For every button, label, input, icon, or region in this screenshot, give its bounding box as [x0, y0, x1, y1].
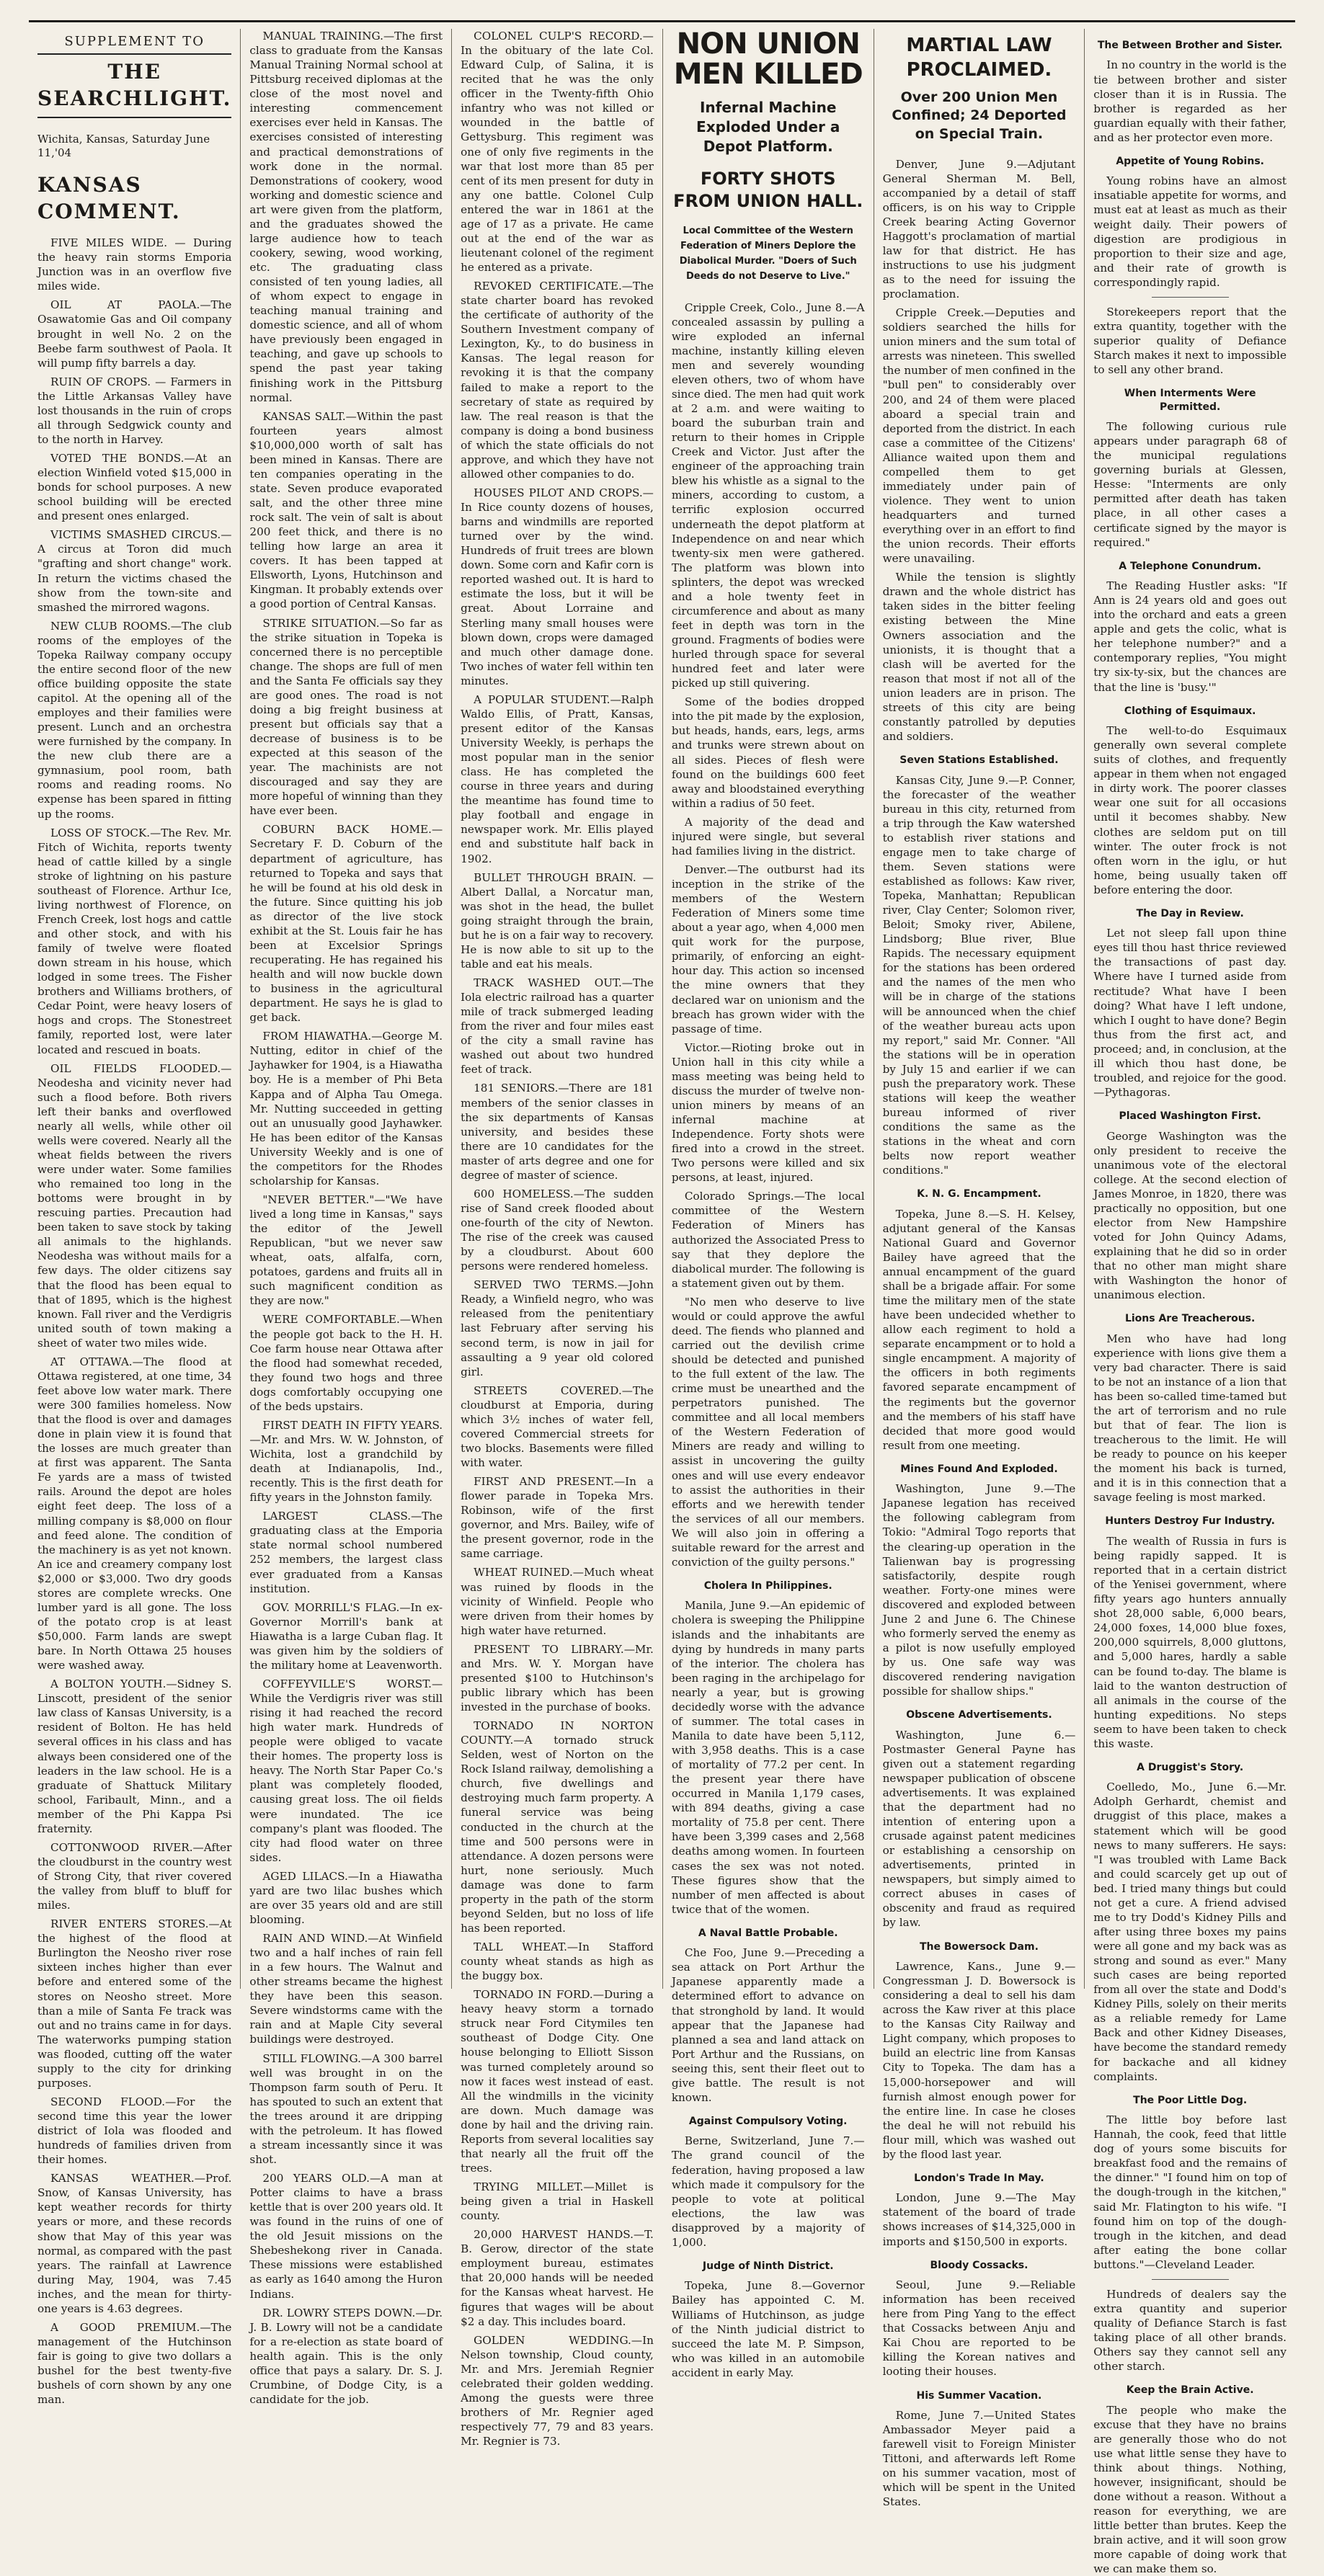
column-4-sections [672, 1579, 865, 2380]
article-paragraph: Che Foo, June 9.—Preceding a sea attack on Port Arthur the Japanese apparently made a determined effort to advance on that stronghold by land. It would appear that the Japanese had planned a sea and land attack on Port Arthur and the Russians, on seeing this, sent their fleet out to give battle. The result is not known. [671, 1946, 865, 2104]
section-divider [1152, 2279, 1229, 2280]
article-paragraph: Cripple Creek.—Deputies and soldiers searched the hills for union miners and the sum total of arrests was nineteen. This swelled the number of men confined in the "bull pen" to considerably over 200, and 24 of them were placed aboard a special train and deported from the district. In each case a committee of the Citizens' Alliance waited upon them and compelled them to get immediately under pain of violence. They went to union headquarters and turned everything over in an effort to find the union records. Their efforts were unavailing. [882, 306, 1076, 566]
article-paragraph: AGED LILACS.—In a Hiawatha yard are two lilac bushes which are over 35 years old and are still blooming. [249, 1869, 443, 1926]
article-paragraph: Coelledo, Mo., June 6.—Mr. Adolph Gerhardt, chemist and druggist of this place, makes a statement which will be good news to many sufferers. He says: "I was troubled with Lame Back and could scarcely get up out of bed. I tried many things but could not get a cure. A friend advised me to try Dodd's Kidney Pills and after using three boxes my pains were all gone and my back was as strong and sound as ever." Many such cases are being reported from all over the state and Dodd's Kidney Pills, solely on their merits as a reliable remedy for Lame Back and other Kidney Diseases, have become the standard remedy for backache and all kidney complaints. [1093, 1781, 1287, 2083]
article-paragraph: Denver.—The outburst had its inception in the strike of the members of the Western Federation of Miners some time about a year ago, when 4,000 men quit work for the purpose, primarily, of enforcing an eight-hour day. This action so incensed the mine owners that they declared war on unionism and the breach has grown wider with the passage of time. [671, 863, 865, 1035]
top-rule [29, 20, 1295, 22]
article-paragraph: FROM HIAWATHA.—George M. Nutting, editor in chief of the Jayhawker for 1904, is a Hiawatha boy. He is a member of Phi Beta Kappa and of Alpha Tau Omega. Mr. Nutting succeeded in getting out an unusually good Jayhawker. He has been editor of the Kansas University Weekly and is one of the competitors for the Rhodes scholarship for Kansas. [249, 1030, 443, 1187]
masthead-supplement: SUPPLEMENT TO [64, 34, 205, 49]
article-paragraph: Topeka, June 8.—S. H. Kelsey, adjutant general of the Kansas National Guard and Governor Bailey have agreed that the annual encampment of the guard shall be a brigade affair. For some time the military men of the state have been undecided whether to allow each regiment to hold a separate encampment or to hold a single encampment. A majority of the officers in both regiments favored separate encampment of the regiments but the governor and the members of his staff have decided that more good would result from one meeting. [882, 1207, 1076, 1452]
article-paragraph: AT OTTAWA.—The flood at Ottawa registered, at one time, 34 feet above low water mark. There were 300 families homeless. Now that the flood is over and damages done in plain view it is found that the losses are much greater than at first was apparent. The Santa Fe yards are a mass of twisted rails. Around the depot are holes eight feet deep. The loss of a milling company is $8,000 on flour and feed alone. The condition of the machinery is as yet not known. An ice and creamery company lost $2,000 or $3,000. Two dry goods stores are complete wrecks. One lumber yard is all gone. The loss of the potato crop is at least $50,000. Farm lands are swept bare. In North Ottawa 25 houses were washed away. [37, 1355, 232, 1672]
article-paragraph: Lawrence, Kans., June 9.—Congressman J. D. Bowersock is considering a deal to sell his dam across the Kaw river at this place to the Kansas City Railway and Light company, which proposes to build an electric line from Kansas City to Topeka. The dam has a 15,000-horsepower and will furnish almost enough power for the entire line. In case he closes the deal he will not rebuild his flour mill, which was washed out by the flood last year. [882, 1960, 1076, 2161]
section-heading: Keep the Brain Active. [1126, 2384, 1254, 2397]
article-paragraph: Manila, June 9.—An epidemic of cholera is sweeping the Philippine islands and the inhabitants are dying by hundreds in many parts of the interior. The cholera has been raging in the archipelago for nearly a year, but is growing decidedly worse with the advance of summer. The total cases in Manila to date have been 5,112, with 3,958 deaths. This is a case of mortality of 77.2 per cent. In the present year there have occurred in Manila 1,179 cases, with 894 deaths, giving a case mortality of 75.8 per cent. There have been 3,399 cases and 2,568 deaths among women. In fourteen cases the sex was not noted. These figures show that the number of men affected is about twice that of the women. [671, 1599, 865, 1916]
section-heading: The Day in Review. [1136, 907, 1244, 919]
section-heading: Bloody Cossacks. [930, 2259, 1028, 2271]
section-heading: Against Compulsory Voting. [688, 2115, 848, 2127]
column-5 [874, 29, 1085, 2509]
column-1 [29, 29, 240, 2407]
section-heading: Cholera In Philippines. [703, 1579, 832, 1592]
article-paragraph: RAIN AND WIND.—At Winfield two and a half inches of rain fell in a few hours. The Walnut and other streams became the highest they have been this season. Severe windstorms came with the rain and at Maple City several buildings were destroyed. [249, 1932, 443, 2046]
article-paragraph: 600 HOMELESS.—The sudden rise of Sand creek flooded about one-fourth of the city of Newton. The rise of the creek was caused by a cloudburst. About 600 persons were rendered homeless. [461, 1187, 654, 1273]
article-paragraph: BULLET THROUGH BRAIN. — Albert Dallal, a Norcatur man, was shot in the head, the bullet going straight through the brain, but he is on a fair way to recovery. He is now able to sit up to the table and eat his meals. [461, 870, 654, 971]
article-paragraph: RIVER ENTERS STORES.—At the highest of the flood at Burlington the Neosho river rose sixteen inches higher than ever before and entered some of the stores on Neosho street. More than a mile of Santa Fe track was out and no trains came in for days. The waterworks pumping station was flooded, cutting off the water supply to the city for drinking purposes. [37, 1917, 232, 2090]
article-paragraph: Cripple Creek, Colo., June 8.—A concealed assassin by pulling a wire exploded an infernal machine, instantly killing eleven men and severely wounding eleven others, two of whom have since died. The men had quit work at 2 a.m. and were waiting to board the suburban train and return to their homes in Cripple Creek and Victor. Just after the engineer of the approaching train blew his whistle as a signal to the miners, according to custom, a terrific explosion occurred underneath the depot platform at Independence on and near which twenty-six men were gathered. The platform was blown into splinters, the depot was wrecked and a hole twenty feet in circumference and about as many feet in depth was torn in the ground. Fragments of bodies were hurled through space for several hundred feet and later were picked up still quivering. [671, 300, 865, 690]
dateline: Wichita, Kansas, Saturday June 11,'04 [37, 132, 210, 160]
article-paragraph: "No men who deserve to live would or could approve the awful deed. The fiends who planned and carried out the devilish crime should be detected and punished to the full extent of the law. The crime must be unearthed and the perpetrators punished. The committee and all local members of the Western Federation of Miners are ready and willing to assist in uncovering the guilty ones and will use every endeavor to assist the authorities in their efforts and we herewith tender the services of all our members. We will also join in offering a suitable reward for the arrest and conviction of the guilty persons." [671, 1295, 865, 1569]
article-paragraph: COBURN BACK HOME.—Secretary F. D. Coburn of the department of agriculture, has returned to Topeka and says that he will be found at his old desk in the future. Since quitting his job as director of the live stock exhibit at the St. Louis fair he has been at Excelsior Springs recuperating. He has regained his health and will now buckle down to business in the agricultural department. He says he is glad to get back. [249, 823, 443, 1025]
article-paragraph: GOV. MORRILL'S FLAG.—In ex-Governor Morrill's bank at Hiawatha is a large Cuban flag. It was given him by the soldiers of the military home at Leavenworth. [249, 1600, 443, 1672]
article-paragraph: Topeka, June 8.—Governor Bailey has appointed C. M. Williams of Hutchinson, as judge of the Ninth judicial district to succeed the late M. P. Simpson, who was killed in an automobile accident in early May. [671, 2279, 865, 2379]
column-4-body [672, 300, 865, 1569]
section-heading: Mines Found And Exploded. [900, 1463, 1058, 1475]
article-paragraph: WHEAT RUINED.—Much wheat was ruined by floods in the vicinity of Winfield. People who were driven from their homes by high water have returned. [461, 1566, 654, 1637]
article-paragraph: OIL FIELDS FLOODED.—Neodesha and vicinity never had such a flood before. Both rivers left their banks and overflowed nearly all wells, while other oil wells were covered. Nearly all the wheat fields between the rivers were under water. Some families who remained too long in the bottoms were brought in by rescuing parties. Precaution had been taken to save stock by taking all animals to the highlands. Neodesha was without mails for a few days. The older citizens say that the flood has been equal to that of 1895, which is the highest known. Fall river and the Verdigris united south of town making a sheet of water two miles wide. [37, 1061, 232, 1350]
article-paragraph: WERE COMFORTABLE.—When the people got back to the H. H. Coe farm house near Ottawa after the flood had somewhat receded, they found two hogs and three dogs comfortably occupying one of the beds upstairs. [249, 1313, 443, 1413]
section-heading: Placed Washington First. [1119, 1110, 1261, 1123]
column-1-body [37, 236, 231, 2407]
article-paragraph: REVOKED CERTIFICATE.—The state charter board has revoked the certificate of authority of the Southern Investment company of Lexington, Ky., to do business in Kansas. The legal reason for revoking it is that the company failed to make a report to the secretary of state as required by law. The real reason is that the company is doing a bond business of which the state officials do not approve, and which they have not allowed other companies to do. [461, 280, 654, 481]
article-paragraph: 181 SENIORS.—There are 181 members of the senior classes in the six departments of Kansas university, and besides these there are 10 candidates for the master of arts degree and one for degree of master of science. [461, 1082, 654, 1182]
section-heading: Obscene Advertisements. [906, 1709, 1052, 1721]
column-2 [240, 29, 451, 2406]
section-heading: Lions Are Treacherous. [1124, 1313, 1256, 1325]
section-heading: The Between Brother and Sister. [1097, 40, 1283, 51]
section-heading: Hunters Destroy Fur Industry. [1105, 1515, 1275, 1528]
article-paragraph: Seoul, June 9.—Reliable information has been received here from Ping Yang to the effect that Cossacks between Anju and Kai Chou are reported to be killing the Korean natives and looting their houses. [882, 2278, 1076, 2379]
newspaper-page [29, 27, 1295, 2576]
article-paragraph: RUIN OF CROPS. — Farmers in the Little Arkansas Valley have lost thousands in the ruin of crops all through Sedgwick county and to the north in Harvey. [37, 375, 232, 446]
article-paragraph: FIVE MILES WIDE. — During the heavy rain storms Emporia Junction was in an overflow five miles wide. [37, 236, 232, 293]
column-4 [662, 27, 874, 2379]
article-paragraph: COLONEL CULP'S RECORD.—In the obituary of the late Col. Edward Culp, of Salina, it is recited that he was the only officer in the Twenty-fifth Ohio infantry who was not killed or wounded in the battle of Gettysburg. This regiment was one of only five regiments in the war that lost more than 85 per cent of its men present for duty in any one battle. Colonel Culp entered the war in 1861 at the age of 17 as a private. He came out at the end of the war as lieutenant colonel of the regiment he entered as a private. [461, 30, 654, 274]
article-paragraph: George Washington was the only president to receive the unanimous vote of the electoral college. At the second election of James Monroe, in 1820, there was practically no opposition, but one elector from New Hampshire voted for John Quincy Adams, explaining that he did so in order that no other man might share with Washington the honor of unanimous election. [1093, 1129, 1287, 1302]
article-paragraph: "NEVER BETTER."—"We have lived a long time in Kansas," says the editor of the Jewell Republican, "but we never saw wheat, oats, alfalfa, corn, potatoes, gardens and fruits all in such magnificent condition as they are now." [249, 1193, 443, 1308]
article-paragraph: OIL AT PAOLA.—The Osawatomie Gas and Oil company brought in well No. 2 on the Beebe farm southwest of Paola. It will pump fifty barrels a day. [37, 298, 232, 370]
column-6-sections [1093, 39, 1287, 2576]
article-paragraph: Men who have had long experience with lions give them a very bad character. There is said to be not an instance of a lion that has been so-called time-tamed but the art of terrorism and no rule but that of fear. The lion is treacherous to the limit. He will be ready to pounce on his keeper the moment his back is turned, and it is in this connection that a savage feeling is most marked. [1093, 1332, 1287, 1505]
article-paragraph: The little boy before last Hannah, the cook, feed that little dog of yours some biscuits for breakfast food and the remains of the dinner." "I found him on top of the dough-trough in the kitchen," said Mr. Flatington to his wife. "I found him on top of the dough-trough in the kitchen, and dead after eating the bone collar buttons."—Cleveland Leader. [1093, 2113, 1287, 2271]
article-paragraph: FIRST AND PRESENT.—In a flower parade in Topeka Mrs. Robinson, wife of the first governor, and Mrs. Bailey, wife of the present governor, rode in the same carriage. [461, 1475, 654, 1561]
article-paragraph: Colorado Springs.—The local committee of the Western Federation of Miners has authorized the Associated Press to say that they deplore the diabolical murder. The following is a statement given out by them. [671, 1190, 865, 1290]
article-paragraph: The Reading Hustler asks: "If Ann is 24 years old and goes out into the orchard and eats a green apple and gets the colic, what is her telephone number?" and a contemporary replies, "You might try six-ty-six, but the chances are that the line is 'busy.'" [1093, 579, 1287, 694]
article-paragraph: TORNADO IN NORTON COUNTY.—A tornado struck Selden, west of Norton on the Rock Island railway, demolishing a church, five dwellings and destroying much farm property. A funeral service was being conducted in the church at the time and 500 persons were in attendance. A dozen persons were hurt, none seriously. Much damage was done to farm property in the path of the storm beyond Selden, but no loss of life has been reported. [461, 1719, 654, 1935]
headline-summary: Local Committee of the Western Federation of Miners Deplore the Diabolical Murder. "Doers of Such Deeds do not Deserve to Live." [679, 226, 857, 282]
section-heading: Seven Stations Established. [899, 754, 1059, 767]
headline-main: NON UNION MEN KILLED [673, 27, 863, 91]
masthead-title: THE SEARCHLIGHT. [37, 53, 231, 118]
article-paragraph: STRIKE SITUATION.—So far as the strike situation in Topeka is concerned there is no perceptible change. The shops are full of men and the Santa Fe officials say they are good ones. The road is not doing a big freight business at present but officials say that a decrease of business is to be expected at this season of the year. The machinists are not discouraged and say they are more hopeful of winning than they have ever been. [249, 616, 443, 818]
section-title: KANSAS COMMENT. [37, 173, 181, 224]
column-5-sections [883, 754, 1076, 2509]
column-3 [451, 29, 662, 2448]
section-heading: Appetite of Young Robins. [1116, 155, 1264, 167]
column-6 [1084, 29, 1295, 2576]
headline-martial-law-deck: Over 200 Union Men Confined; 24 Deported on Special Train. [892, 89, 1067, 142]
article-paragraph: GOLDEN WEDDING.—In Nelson township, Cloud county, Mr. and Mrs. Jeremiah Regnier celebrated their golden wedding. Among the guests were three brothers of Mr. Regnier aged respectively 77, 79 and 83 years. Mr. Regnier is 73. [461, 2333, 654, 2448]
article-paragraph: NEW CLUB ROOMS.—The club rooms of the employes of the Topeka Railway company occupy the entire second floor of the new office building opposite the state capitol. At the opening all of the employes and their families were present. Lunch and an orchestra were furnished by the company. In the new club there are a gymnasium, pool room, bath rooms and reading rooms. No expense has been spared in fitting up the rooms. [37, 619, 232, 821]
article-paragraph: The wealth of Russia in furs is being rapidly sapped. It is reported that in a certain district of the Yenisei government, where fifty years ago hunters annually shot 28,000 sable, 6,000 bears, 24,000 foxes, 14,000 blue foxes, 200,000 squirrels, 8,000 gluttons, and 5,000 hares, hardly a sable can be found to-day. The blame is laid to the wanton destruction of all animals in the course of the hunting expeditions. No steps seem to have been taken to check this waste. [1093, 1534, 1287, 1750]
article-paragraph: VOTED THE BONDS.—At an election Winfield voted $15,000 in bonds for school purposes. A new school building will be erected and present ones enlarged. [37, 452, 232, 523]
headline-secondary: FORTY SHOTS FROM UNION HALL. [673, 169, 863, 212]
headline-deck: Infernal Machine Exploded Under a Depot Platform. [696, 99, 840, 155]
article-paragraph: Denver, June 9.—Adjutant General Sherman M. Bell, accompanied by a detail of staff officers, is on his way to Cripple Creek bearing Acting Governor Haggott's proclamation of martial law for that district. He has instructions to use his judgment as to the need for issuing the proclamation. [882, 157, 1076, 301]
article-paragraph: A POPULAR STUDENT.—Ralph Waldo Ellis, of Pratt, Kansas, present editor of the Kansas University Weekly, is perhaps the most popular man in the senior class. He has completed the course in three years and during the meantime has found time to play football and engage in newspaper work. Mr. Ellis played end and substitute half back in 1902. [461, 692, 654, 865]
article-paragraph: HOUSES PILOT AND CROPS.—In Rice county dozens of houses, barns and windmills are reported turned over by the wind. Hundreds of fruit trees are blown down. Some corn and Kafir corn is reported washed out. It is hard to estimate the loss, but it will be great. About Lorraine and Sterling many small houses were blown down, crops were damaged and much other damage done. Two inches of water fell within ten minutes. [461, 486, 654, 687]
article-paragraph: In no country in the world is the tie between brother and sister closer than it is in Russia. The brother is regarded as her guardian equally with their father, and as her protector even more. [1093, 58, 1287, 144]
section-heading: A Druggist's Story. [1137, 1761, 1244, 1773]
section-heading: The Bowersock Dam. [919, 1940, 1039, 1953]
article-paragraph: MANUAL TRAINING.—The first class to graduate from the Kansas Manual Training Normal school at Pittsburg received diplomas at the close of the most novel and interesting commencement exercises ever held in Kansas. The exercises consisted of interesting and practical demonstrations of work done in the normal. Demonstrations of cookery, wood working and domestic science and art were given from the platform, and the graduates showed the large audience how to teach cookery, sewing, wood working, etc. The graduating class consisted of ten young ladies, all of whom expect to engage in teaching manual training and domestic science, and all of whom have previously been engaged in teaching, and gave up schools to spend the past year taking finishing work in the Pittsburg normal. [249, 30, 443, 404]
article-paragraph: COFFEYVILLE'S WORST.—While the Verdigris river was still rising it had reached the record high water mark. Hundreds of people were obliged to vacate their homes. The property loss is heavy. The North Star Paper Co.'s plant was completely flooded, causing great loss. The oil fields were inundated. The ice company's plant was flooded. The city had flood water on three sides. [249, 1677, 443, 1864]
article-paragraph: A GOOD PREMIUM.—The management of the Hutchinson fair is going to give two dollars a bushel for the best twenty-five bushels of corn shown by any one man. [37, 2320, 232, 2407]
article-paragraph: KANSAS SALT.—Within the past fourteen years almost $10,000,000 worth of salt has been mined in Kansas. There are ten companies operating in the state. Seven produce evaporated salt, and the other three mine rock salt. The vein of salt is about 200 feet thick, and there is no telling how large an area it covers. It has been tapped at Ellsworth, Lyons, Hutchinson and Kingman. It probably extends over a good portion of Central Kansas. [249, 409, 443, 611]
article-paragraph: Washington, June 9.—The Japanese legation has received the following cablegram from Tokio: "Admiral Togo reports that the clearing-up operation in the Talienwan bay is progressing satisfactorily, despite rough weather. Forty-one mines were discovered and exploded between June 2 and June 6. The Chinese who formerly served the enemy as a pilot is now usefully employed by us. One safe way was discovered rendering navigation possible for shallow ships." [882, 1482, 1076, 1698]
section-heading: Judge of Ninth District. [702, 2260, 834, 2272]
article-paragraph: SERVED TWO TERMS.—John Ready, a Winfield negro, who was released from the penitentiary last February after serving his second term, is now in jail for assaulting a 9 year old colored girl. [461, 1278, 654, 1378]
article-paragraph: VICTIMS SMASHED CIRCUS.—A circus at Toron did much "grafting and short change" work. In return the victims chased the show from the town-site and smashed the mirrored wagons. [37, 528, 232, 614]
section-heading: The Poor Little Dog. [1133, 2094, 1248, 2106]
section-heading: A Naval Battle Probable. [698, 1927, 838, 1939]
article-paragraph: SECOND FLOOD.—For the second time this year the lower district of Iola was flooded and hundreds of families driven from their homes. [37, 2095, 232, 2167]
article-paragraph: Victor.—Rioting broke out in Union hall in this city while a mass meeting was being held to discuss the murder of twelve non-union miners by means of an infernal machine at Independence. Forty shots were fired into a crowd in the street. Two persons were killed and six persons, at least, injured. [671, 1040, 865, 1185]
article-paragraph: Some of the bodies dropped into the pit made by the explosion, but heads, hands, ears, legs, arms and trunks were strewn about on all sides. Pieces of flesh were found on the buildings 600 feet away and bloodstained everything within a radius of 50 feet. [671, 695, 865, 810]
article-paragraph: A majority of the dead and injured were single, but several had families living in the district. [671, 815, 865, 857]
article-paragraph: 200 YEARS OLD.—A man at Potter claims to have a brass kettle that is over 200 years old. It was found in the ruins of one of the old Jesuit missions on the Shebeshekong river in Canada. These missions were established as early as 1640 among the Huron Indians. [249, 2172, 443, 2301]
headline-martial-law: MARTIAL LAW PROCLAIMED. [906, 35, 1052, 81]
article-paragraph: COTTONWOOD RIVER.—After the cloudburst in the country west of Strong City, that river covered the valley from bluff to bluff for miles. [37, 1840, 232, 1912]
section-heading: K. N. G. Encampment. [917, 1188, 1041, 1200]
article-paragraph: The people who make the excuse that they have no brains are generally those who do not use what little sense they have to think about things. Nothing, however, insignificant, should be done without a reason. Without a reason for everything, we are little better than brutes. Keep the brain active, and it will soon grow more capable of doing work that we can make them so. [1093, 2403, 1287, 2576]
section-heading: A Telephone Conundrum. [1119, 560, 1262, 572]
article-paragraph: Hundreds of dealers say the extra quantity and superior quality of Defiance Starch is fast taking place of all other brands. Others say they cannot sell any other starch. [1093, 2287, 1287, 2374]
article-paragraph: PRESENT TO LIBRARY.—Mr. and Mrs. W. Y. Morgan have presented $100 to Hutchinson's public library which has been invested in the purchase of books. [461, 1642, 654, 1713]
article-paragraph: DR. LOWRY STEPS DOWN.—Dr. J. B. Lowry will not be a candidate for a re-election as state board of health again. This is the only office that pays a salary. Dr. S. J. Crumbine, of Dodge City, is a candidate for the job. [249, 2306, 443, 2406]
column-5-body [883, 157, 1076, 744]
article-paragraph: The following curious rule appears under paragraph 68 of the municipal regulations governing burials at Glessen, Hesse: "Interments are only permitted after death has taken place, in all other cases a certificate signed by the mayor is required." [1093, 420, 1287, 549]
article-paragraph: Let not sleep fall upon thine eyes till thou hast thrice reviewed the transactions of past day. Where have I turned aside from rectitude? What have I been doing? What have I left undone, which I ought to have done? Begin thus from the first act, and proceed; and, in conclusion, at the ill which thou hast done, be troubled, and rejoice for the good.—Pythagoras. [1093, 927, 1287, 1099]
column-3-body [461, 29, 654, 2448]
article-paragraph: Rome, June 7.—United States Ambassador Meyer paid a farewell visit to Foreign Minister Tittoni, and afterwards left Rome on his summer vacation, most of which will be spent in the United States. [882, 2408, 1076, 2509]
article-paragraph: Storekeepers report that the extra quantity, together with the superior quality of Defiance Starch makes it next to impossible to sell any other brand. [1093, 305, 1287, 377]
article-paragraph: Young robins have an almost insatiable appetite for worms, and must eat at least as much as their weight daily. Their powers of digestion are prodigious in proportion to their size and age, and their rate of growth is correspondingly rapid. [1093, 174, 1287, 289]
article-paragraph: TALL WHEAT.—In Stafford county wheat stands as high as the buggy box. [461, 1940, 654, 1983]
column-2-body [249, 29, 443, 2407]
article-paragraph: STILL FLOWING.—A 300 barrel well was brought in on the Thompson farm south of Peru. It has spouted to such an extent that the trees around it are dripping with the petroleum. It has flowed a stream incessantly since it was shot. [249, 2051, 443, 2166]
article-paragraph: While the tension is slightly drawn and the whole district has taken sides in the bitter feeling existing between the Mine Owners association and the unionists, it is thought that a clash will be averted for the reason that most if not all of the union leaders are in prison. The streets of this city are being constantly patrolled by deputies and soldiers. [882, 571, 1076, 743]
section-heading: When Interments Were Permitted. [1124, 388, 1256, 413]
section-divider [1152, 297, 1229, 298]
article-paragraph: LOSS OF STOCK.—The Rev. Mr. Fitch of Wichita, reports twenty head of cattle killed by a single stroke of lightning on his pasture southeast of Florence. Arthur Ice, living northwest of Florence, on French Creek, lost hogs and cattle and other stock, and with his family of twelve were floated down stream in his house, which lodged in some trees. The Fisher brothers and Williams brothers, of Cedar Point, were heavy losers of hogs and crops. The Stonestreet family, reported lost, were later located and rescued in boats. [37, 826, 232, 1056]
article-paragraph: TRACK WASHED OUT.—The Iola electric railroad has a quarter mile of track submerged leading from the river and four miles east of the city a small ravine has washed out about two hundred feet of track. [461, 976, 654, 1077]
article-paragraph: 20,000 HARVEST HANDS.—T. B. Gerow, director of the state employment bureau, estimates that 20,000 hands will be needed for the Kansas wheat harvest. He figures that wages will be about $2 a day. This includes board. [461, 2228, 654, 2328]
section-heading: Clothing of Esquimaux. [1124, 705, 1256, 717]
article-paragraph: Kansas City, June 9.—P. Conner, the forecaster of the weather bureau in this city, returned from a trip through the Kaw watershed to establish river stations and engage men to take charge of them. Seven stations were established as follows: Kaw river, Topeka, Manhattan; Republican river, Clay Center; Solomon river, Beloit; Smoky river, Abilene, Lindsborg; Blue river, Blue Rapids. The necessary equipment for the stations has been ordered and the names of the men who will be in charge of the stations will be announced when the chief of the weather bureau acts upon my report," said Mr. Conner. "All the stations will be in operation by July 15 and earlier if we can push the preparatory work. These stations will keep the weather bureau informed of river conditions the same as the stations in the wheat and corn belts now report weather conditions." [882, 773, 1076, 1177]
article-paragraph: TRYING MILLET.—Millet is being given a trial in Haskell county. [461, 2180, 654, 2223]
article-paragraph: KANSAS WEATHER.—Prof. Snow, of Kansas University, has kept weather records for thirty years or more, and these records show that May of this year was normal, as compared with the past years. The rainfall at Lawrence during May, 1904, was 7.45 inches, and the mean for thirty-one years is 4.63 degrees. [37, 2172, 232, 2315]
article-paragraph: London, June 9.—The May statement of the board of trade shows increases of $14,325,000 in imports and $150,500 in exports. [882, 2191, 1076, 2248]
section-heading: His Summer Vacation. [916, 2389, 1042, 2402]
article-paragraph: STREETS COVERED.—The cloudburst at Emporia, during which 3½ inches of water fell, covered Commercial streets for two blocks. Basements were filled with water. [461, 1383, 654, 1469]
article-paragraph: LARGEST CLASS.—The graduating class at the Emporia state normal school numbered 252 members, the largest class ever graduated from a Kansas institution. [249, 1510, 443, 1595]
article-paragraph: TORNADO IN FORD.—During a heavy heavy storm a tornado struck near Ford Citymiles ten southeast of Dodge City. One house belonging to Elliott Sisson was turned completely around so now it faces west instead of east. All the windmills in the vicinity are down. Much damage was done by hail and the driving rain. Reports from several localities say that nearly all the fruit off the trees. [461, 1988, 654, 2175]
article-paragraph: The well-to-do Esquimaux generally own several complete suits of clothes, and frequently appear in them when not engaged in dirty work. The poorer classes wear one suit for all occasions until it becomes shabby. New clothes are seldom put on till winter. The outer frock is not often worn in the iglu, or hut home, being usually taken off before entering the door. [1093, 724, 1287, 896]
article-paragraph: Washington, June 6.—Postmaster General Payne has given out a statement regarding newspaper publication of obscene advertisements. It was explained that the department had no intention of entering upon a crusade against patent medicines or establishing a censorship on advertisements, printed in newspapers, but simply aimed to correct abuses in cases of obscenity and fraud as required by law. [882, 1728, 1076, 1930]
article-paragraph: Berne, Switzerland, June 7.—The grand council of the federation, having proposed a law which made it compulsory for the people to vote at political elections, the law was disapproved by a majority of 1,000. [671, 2134, 865, 2249]
section-heading: London's Trade In May. [914, 2172, 1044, 2184]
article-paragraph: FIRST DEATH IN FIFTY YEARS.—Mr. and Mrs. W. W. Johnston, of Wichita, lost a grandchild by death at Indianapolis, Ind., recently. This is the first death for fifty years in the Johnston family. [249, 1418, 443, 1505]
article-paragraph: A BOLTON YOUTH.—Sidney S. Linscott, president of the senior law class of Kansas University, is a resident of Bolton. He has held several offices in his class and has always been considered one of the leaders in the law school. He is a graduate of Shattuck Military school, Faribault, Minn., and a member of the Phi Kappa Psi fraternity. [37, 1677, 232, 1835]
